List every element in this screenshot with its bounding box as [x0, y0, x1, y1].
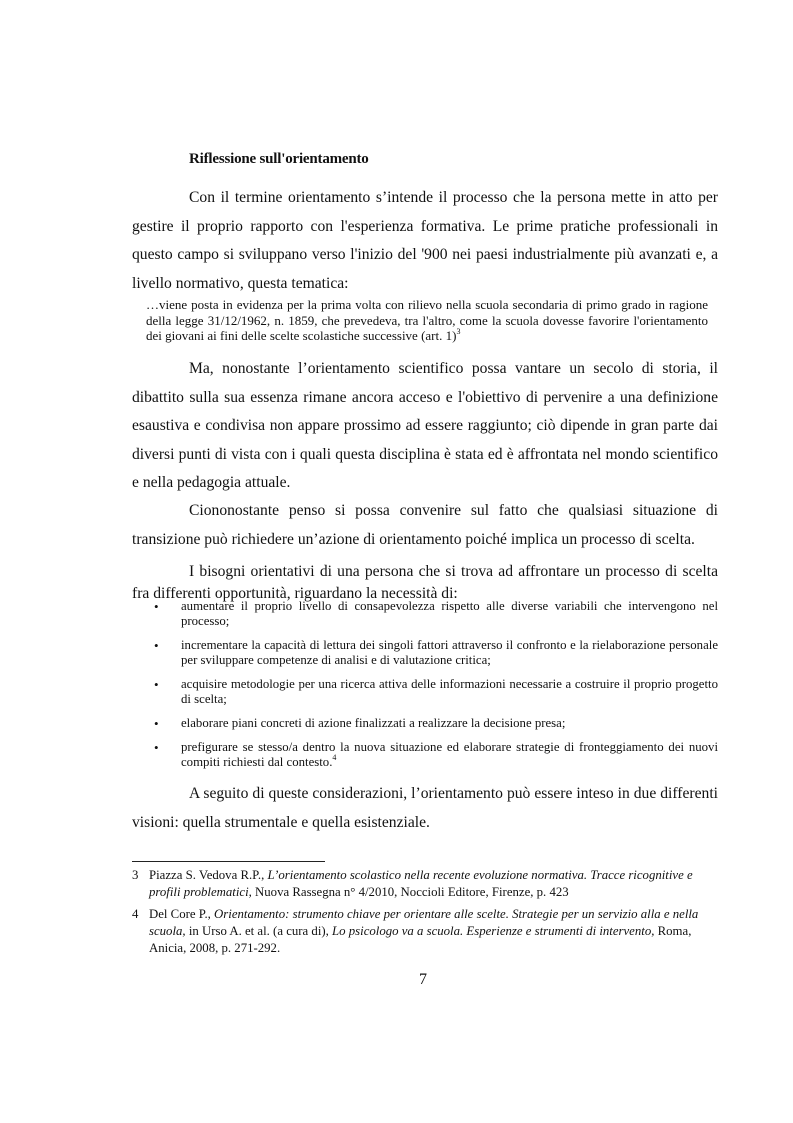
bullet-icon: •	[154, 716, 159, 731]
block-quote	[146, 297, 708, 344]
list-item	[132, 740, 718, 770]
footnote-title: Lo psicologo va a scuola. Esperienze e strumenti di intervento,	[332, 924, 655, 938]
list-item-text: prefigurare se stesso/a dentro la nuova situazione ed elaborare strategie di fronteggiamento dei nuovi compiti richiesti dal contesto.	[181, 740, 718, 769]
footnote-number: 4	[132, 907, 139, 921]
list-item-text: acquisire metodologie per una ricerca attiva delle informazioni necessarie a costruire il proprio progetto di scelta;	[181, 677, 718, 706]
list-item	[132, 677, 718, 707]
list-item	[132, 638, 718, 668]
footnote-separator	[132, 861, 325, 862]
page-number: 7	[419, 971, 427, 988]
footnote-segment: in Urso A. et al. (a cura di),	[185, 924, 333, 938]
footnote-segment: Roma, Anicia, 2008, p. 271-292.	[149, 924, 692, 955]
footnote-segment: Del Core P.,	[149, 907, 215, 921]
bullet-icon: •	[154, 638, 159, 653]
bullet-icon: •	[154, 599, 159, 614]
paragraph-needs: I bisogni orientativi di una persona che si trova ad affrontare un processo di scelta fra differenti opportunità, riguardano la necessità di:	[132, 563, 718, 602]
list-item-text: elaborare piani concreti di azione finalizzati a realizzare la decisione presa;	[181, 716, 566, 730]
footnote-3	[132, 867, 718, 901]
list-item-text: aumentare il proprio livello di consapevolezza rispetto alle diverse variabili che intervengono nel processo;	[181, 599, 718, 628]
list-item	[132, 716, 718, 731]
section-heading: Riflessione sull'orientamento	[189, 151, 369, 167]
footnote-segment: Piazza S. Vedova R.P.,	[149, 868, 268, 882]
list-item-text: incrementare la capacità di lettura dei singoli fattori attraverso il confronto e la rielaborazione personale per sviluppare competenze di analisi e di valutazione critica;	[181, 638, 718, 667]
quote-text: …viene posta in evidenza per la prima volta con rilievo nella scuola secondaria di primo grado in ragione della legge 31/12/1962, n. 1859, che prevedeva, tra l'altro, come la scuola dovesse favorire l'orientamento dei giovani ai fini delle scelte scolastiche successive (art. 1)	[146, 297, 708, 343]
bullet-icon: •	[154, 677, 159, 692]
footnote-text	[149, 906, 718, 957]
paragraph-intro: Con il termine orientamento s’intende il processo che la persona mette in atto per gestire il proprio rapporto con l'esperienza formativa. Le prime pratiche professionali in questo campo si sviluppano verso l'inizio del '900 nei paesi industrialmente più avanzati e, a livello normativo, questa tematica:	[132, 189, 718, 292]
footnote-4	[132, 906, 718, 957]
footnote-ref-3: 3	[456, 327, 461, 336]
bullet-icon: •	[154, 740, 159, 755]
paragraph-transition: Ciononostante penso si possa convenire sul fatto che qualsiasi situazione di transizione può richiedere un’azione di orientamento poiché implica un processo di scelta.	[132, 502, 718, 548]
paragraph-debate: Ma, nonostante l’orientamento scientifico possa vantare un secolo di storia, il dibattito sulla sua essenza rimane ancora acceso e l'obiettivo di pervenire a una definizione esaustiva e condivisa non appare prossimo ad essere raggiunto; ciò dipende in gran parte dai diversi punti di vista con i quali questa disciplina è stata ed è affrontata nel mondo scientifico e nella pedagogia attuale.	[132, 360, 718, 491]
footnote-title: Orientamento: strumento chiave per orientare alle scelte. Strategie per un servizio alla e nella scuola,	[149, 907, 699, 938]
paragraph-conclusion: A seguito di queste considerazioni, l’orientamento può essere inteso in due differenti visioni: quella strumentale e quella esistenziale.	[132, 785, 718, 831]
document-page	[132, 0, 718, 1123]
footnote-segment: Nuova Rassegna n° 4/2010, Noccioli Editore, Firenze, p. 423	[251, 885, 569, 899]
footnote-number: 3	[132, 868, 139, 882]
footnote-title: L’orientamento scolastico nella recente evoluzione normativa. Tracce ricognitive e profili problematici,	[149, 868, 693, 899]
footnote-text	[149, 867, 718, 901]
list-item	[132, 599, 718, 629]
footnote-ref-4: 4	[332, 753, 337, 762]
needs-list	[132, 599, 718, 779]
